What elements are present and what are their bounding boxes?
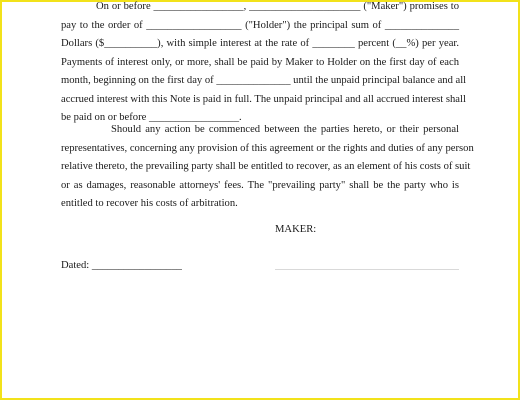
payment-terms-paragraph bbox=[61, 0, 467, 128]
paragraph-line: pay to the order of __________________ ("Holder") the principal sum of ______________ bbox=[61, 19, 459, 31]
paragraph-line: accrued interest with this Note is paid in full. The unpaid principal and all accrued interest shall bbox=[61, 93, 466, 105]
paragraph-line: entitled to recover his costs of arbitration. bbox=[61, 198, 238, 209]
dated-field[interactable]: Dated: _________________ bbox=[61, 260, 182, 271]
paragraph-line: month, beginning on the first day of ______________ until the unpaid principal balance and all bbox=[61, 75, 467, 86]
maker-label: MAKER: bbox=[275, 224, 317, 235]
paragraph-line: Payments of interest only, or more, shall be paid by Maker to Holder on the first day of each bbox=[61, 56, 459, 68]
paragraph-line: Dollars ($__________), with simple interest at the rate of ________ percent (__%) per year. bbox=[61, 38, 459, 49]
paragraph-line: Should any action be commenced between the parties hereto, or their personal bbox=[61, 124, 459, 135]
paragraph-line: representatives, concerning any provision of this agreement or the rights and duties of any person bbox=[61, 142, 474, 154]
paragraph-line: relative thereto, the prevailing party shall be entitled to recover, as an element of his costs of suit bbox=[61, 161, 471, 172]
maker-signature-line[interactable] bbox=[275, 269, 459, 270]
paragraph-line: or as damages, reasonable attorneys' fees. The "prevailing party" shall be the party who is bbox=[61, 179, 459, 191]
paragraph-line: be paid on or before _________________. bbox=[61, 112, 242, 123]
attorneys-fees-paragraph bbox=[61, 121, 474, 214]
paragraph-line: On or before _________________, _____________________ ("Maker") promises to bbox=[61, 1, 459, 12]
